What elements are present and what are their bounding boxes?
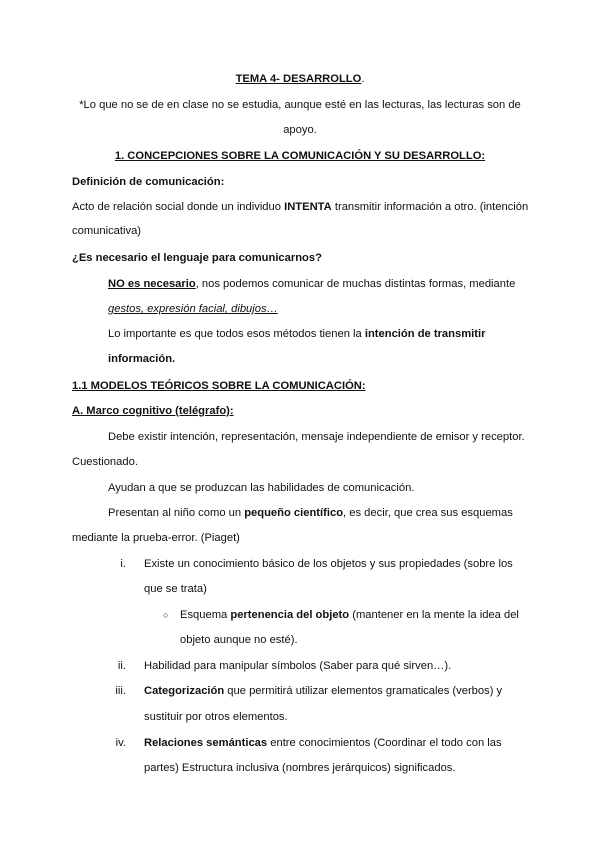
- model-a-p3-bold: pequeño científico: [244, 507, 344, 519]
- list-marker-ii: ii.: [117, 660, 126, 672]
- answer-examples: gestos, expresión facial, dibujos…: [108, 303, 278, 315]
- model-a-p3-line-1: [108, 506, 513, 520]
- list-item-iv-bold: Relaciones semánticas: [144, 737, 268, 749]
- list-marker-i: i.: [120, 558, 126, 570]
- sublist-line-1: [180, 608, 519, 622]
- list-item-i-line-2: que se trata): [144, 583, 207, 595]
- list-marker-iii: iii.: [115, 685, 126, 697]
- answer-bold: NO es necesario: [108, 278, 196, 290]
- model-a-p3-line-2: mediante la prueba-error. (Piaget): [72, 532, 240, 544]
- model-a-p1-line-2: Cuestionado.: [72, 456, 138, 468]
- definition-line-2: comunicativa): [72, 225, 142, 237]
- list-item-iii-line-1: [144, 684, 502, 698]
- sublist-bullet-icon: ○: [163, 610, 169, 620]
- section-1-heading: 1. CONCEPCIONES SOBRE LA COMUNICACIÓN Y SU DESARROLLO:: [114, 150, 486, 162]
- list-marker-iv: iv.: [115, 737, 126, 749]
- definition-label: Definición de comunicación:: [72, 176, 225, 188]
- title-text: TEMA 4- DESARROLLO: [235, 73, 362, 85]
- title-period: .: [361, 73, 365, 85]
- list-item-iii-bold: Categorización: [144, 685, 225, 697]
- important-bold-1: intención de transmitir: [364, 328, 486, 340]
- model-a-p3-before: Presentan al niño como un: [108, 507, 245, 519]
- section-1-1-heading: 1.1 MODELOS TEÓRICOS SOBRE LA COMUNICACIÓN:: [72, 380, 366, 392]
- list-item-i-line-1: Existe un conocimiento básico de los objetos y sus propiedades (sobre los: [144, 558, 513, 570]
- list-item-iv-line-2: partes) Estructura inclusiva (nombres jerárquicos) significados.: [144, 762, 456, 774]
- note-line-2: apoyo.: [283, 124, 317, 136]
- sublist-before: Esquema: [180, 609, 231, 621]
- definition-line-1: [72, 200, 528, 214]
- important-bold-2: información.: [108, 353, 176, 365]
- list-item-iv-line-1: [144, 736, 502, 750]
- important-line: [108, 327, 485, 341]
- important-before: Lo importante es que todos esos métodos tienen la: [108, 328, 365, 340]
- definition-text-before: Acto de relación social donde un individuo: [72, 201, 285, 213]
- list-item-iii-rest: que permitirá utilizar elementos gramaticales (verbos) y: [224, 685, 503, 697]
- model-a-p1-line-1: Debe existir intención, representación, mensaje independiente de emisor y receptor.: [108, 431, 525, 443]
- answer-line: [108, 277, 515, 291]
- model-a-heading: A. Marco cognitivo (telégrafo):: [72, 405, 234, 417]
- definition-text-after: transmitir información a otro. (intención: [331, 201, 529, 213]
- model-a-p3-after: , es decir, que crea sus esquemas: [343, 507, 513, 519]
- sublist-line-2: objeto aunque no esté).: [180, 634, 298, 646]
- sublist-after: (mantener en la mente la idea del: [349, 609, 519, 621]
- list-item-iv-rest: entre conocimientos (Coordinar el todo con las: [267, 737, 502, 749]
- list-item-ii-line-1: Habilidad para manipular símbolos (Saber para qué sirven…).: [144, 660, 452, 672]
- note-line-1: *Lo que no se de en clase no se estudia, aunque esté en las lecturas, las lecturas son de: [79, 99, 521, 111]
- question-label: ¿Es necesario el lenguaje para comunicarnos?: [72, 252, 322, 264]
- document-title: [0, 72, 600, 86]
- sublist-bold: pertenencia del objeto: [230, 609, 350, 621]
- answer-rest: , nos podemos comunicar de muchas distintas formas, mediante: [195, 278, 516, 290]
- model-a-p2: Ayudan a que se produzcan las habilidades de comunicación.: [108, 482, 415, 494]
- definition-text-bold: INTENTA: [284, 201, 332, 213]
- list-item-iii-line-2: sustituir por otros elementos.: [144, 711, 288, 723]
